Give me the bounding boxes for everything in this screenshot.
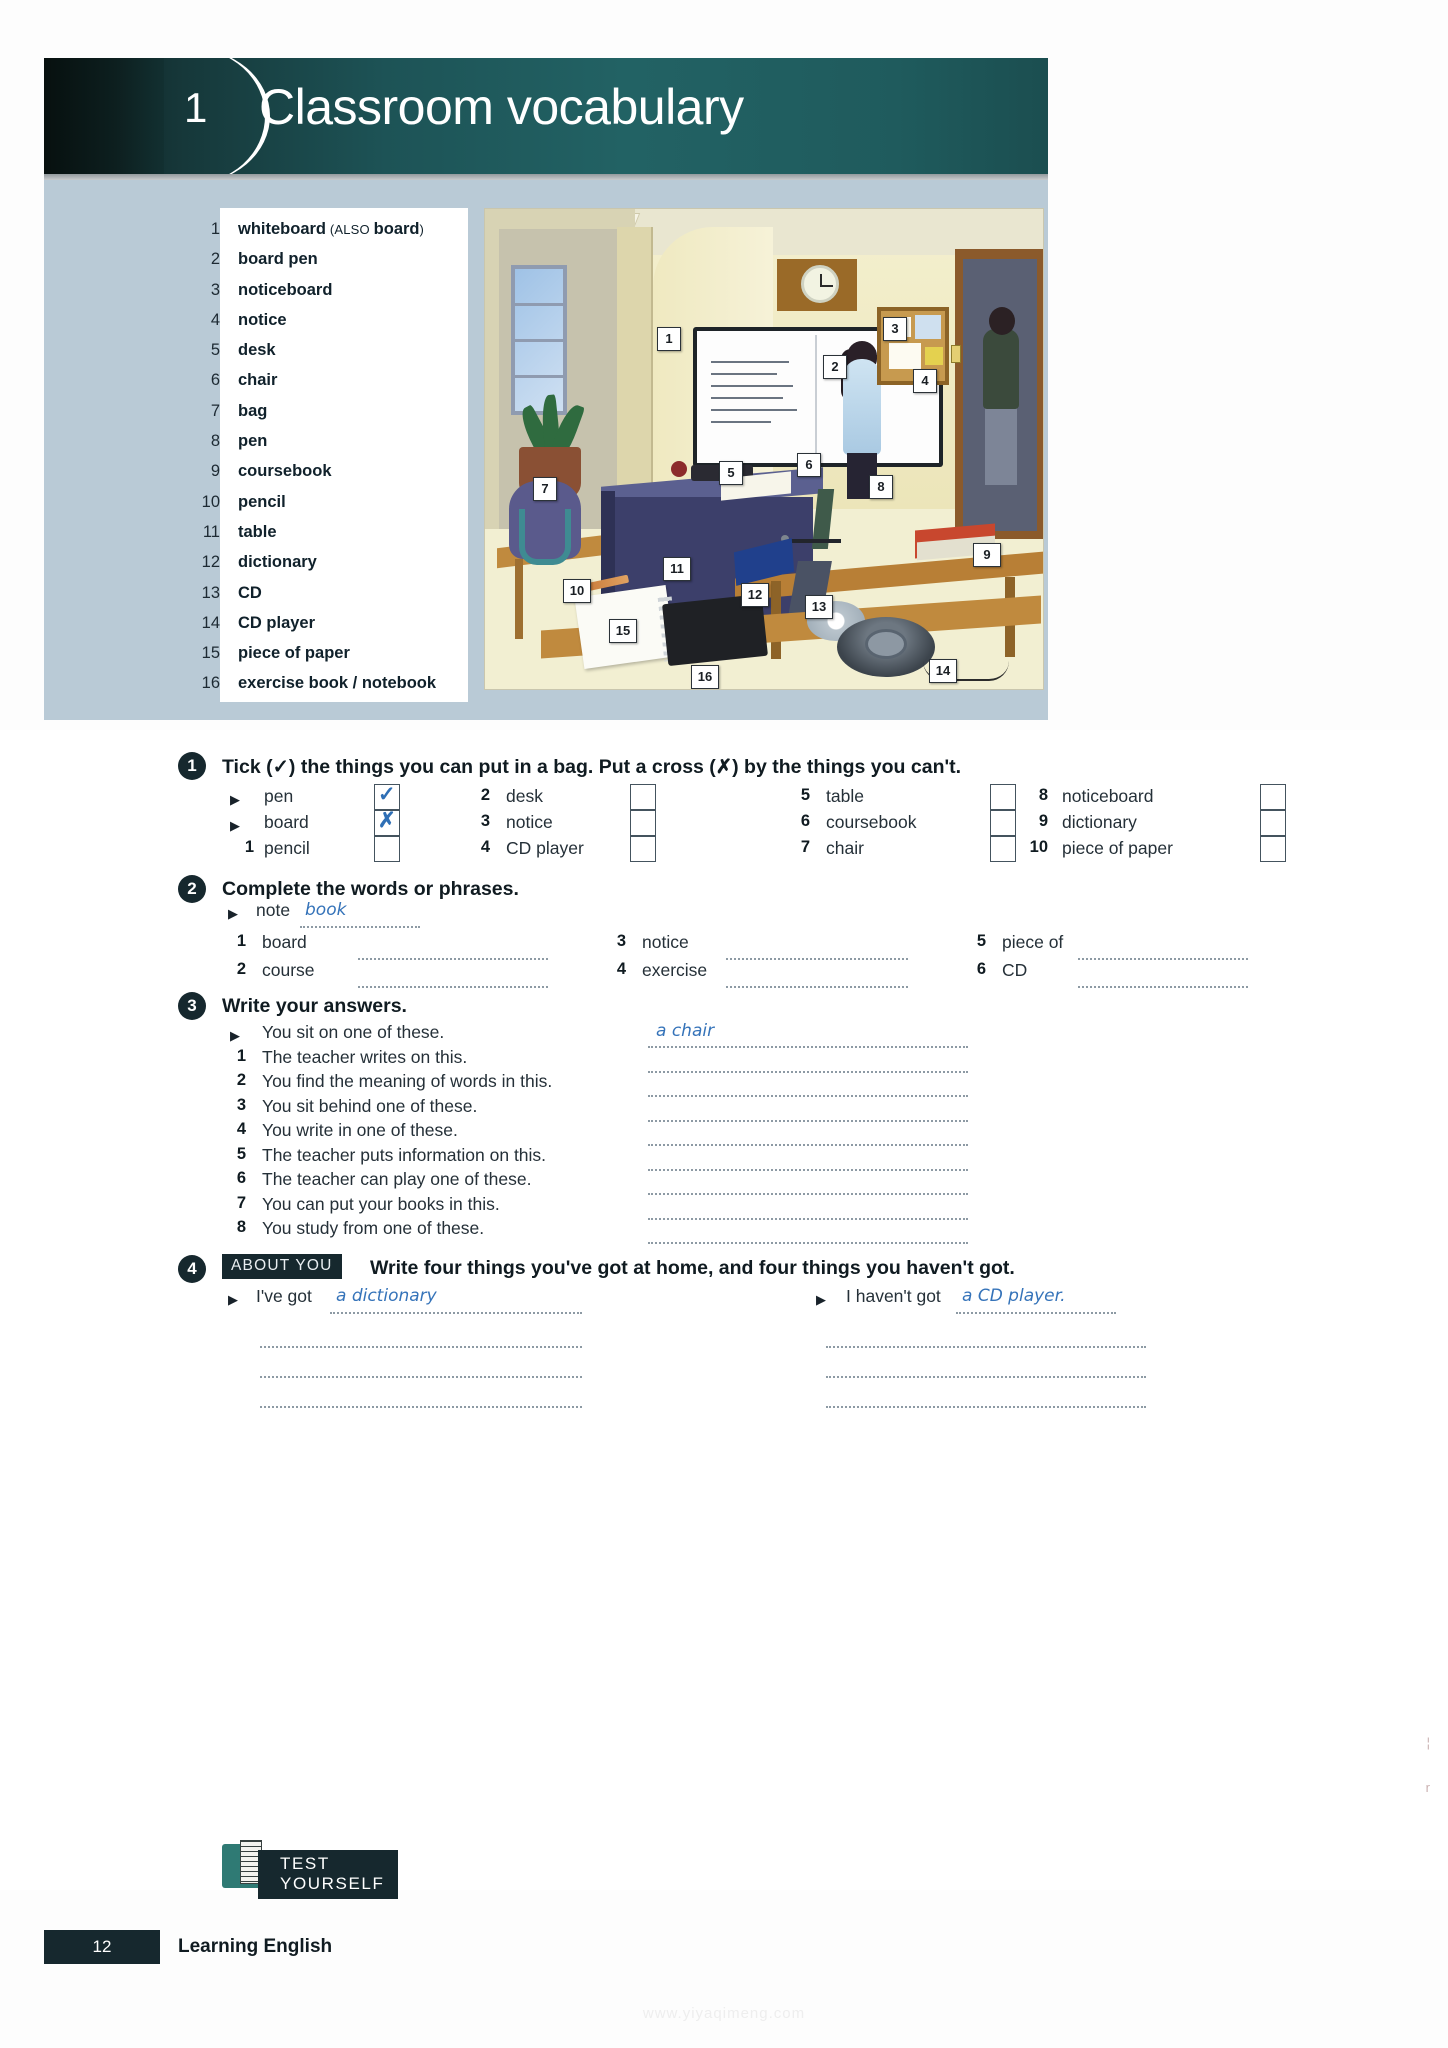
wall-clock — [801, 265, 839, 303]
item-number: 6 — [976, 960, 986, 978]
exercise-area — [0, 730, 1448, 1890]
vocabulary-item-number: 4 — [210, 310, 220, 329]
callout-13: 13 — [805, 595, 833, 619]
answer-line[interactable] — [956, 1312, 1116, 1314]
classroom-illustration — [484, 208, 1044, 690]
vocabulary-item-word: CD — [238, 583, 262, 602]
cross-icon: ✗ — [378, 809, 396, 832]
tick-checkbox[interactable] — [374, 810, 400, 836]
callout-9: 9 — [973, 543, 1001, 567]
question-number: 8 — [236, 1218, 246, 1236]
answer-line[interactable] — [826, 1346, 1146, 1348]
question-number: 1 — [236, 1046, 246, 1065]
option-number: 3 — [480, 812, 490, 830]
vocabulary-item-number: 15 — [201, 644, 220, 663]
vocabulary-item-word: board pen — [238, 250, 318, 269]
item-number: 1 — [236, 932, 246, 950]
vocabulary-item-number: 13 — [201, 583, 220, 602]
teacher-body — [843, 359, 881, 455]
student-body — [983, 329, 1019, 409]
answer-line[interactable] — [648, 1242, 968, 1244]
banner-dark-gradient — [44, 58, 164, 174]
vocabulary-panel — [44, 180, 1048, 720]
question-number: 3 — [236, 1095, 246, 1114]
option-number: 8 — [1038, 786, 1048, 804]
callout-16: 16 — [691, 665, 719, 689]
option-label: dictionary — [1062, 812, 1137, 832]
answer-line[interactable] — [726, 958, 908, 960]
option-label: desk — [506, 786, 543, 806]
item-number: 2 — [236, 960, 246, 978]
vocabulary-item-number: 10 — [201, 492, 220, 511]
answer-line[interactable] — [260, 1346, 582, 1348]
option-number: 9 — [1038, 812, 1048, 830]
vocabulary-item-word: desk — [238, 341, 276, 360]
option-label: piece of paper — [1062, 838, 1173, 858]
exercise-1-number: 1 — [178, 752, 206, 780]
vocabulary-item-number: 7 — [210, 401, 220, 420]
callout-15: 15 — [609, 619, 637, 643]
door-handle-plate — [951, 345, 961, 363]
example-bullet-icon: ▶ — [228, 906, 238, 921]
callout-2: 2 — [823, 355, 847, 379]
option-number: 2 — [480, 786, 490, 804]
tick-checkbox[interactable] — [630, 810, 656, 836]
option-number: 10 — [1029, 838, 1048, 856]
tick-checkbox[interactable] — [1260, 836, 1286, 862]
question-text: The teacher writes on this. — [262, 1046, 468, 1067]
item-number: 3 — [616, 932, 626, 950]
word-stem: CD — [1002, 960, 1028, 980]
question-number: 4 — [236, 1120, 246, 1138]
answer-line[interactable] — [648, 1095, 968, 1097]
option-label: CD player — [506, 838, 584, 858]
vocabulary-item-number: 5 — [210, 341, 220, 360]
vocabulary-item-number: 14 — [201, 613, 220, 632]
tick-checkbox[interactable] — [374, 836, 400, 862]
callout-11: 11 — [663, 557, 691, 581]
answer-line[interactable] — [648, 1071, 968, 1073]
question-text: You can put your books in this. — [262, 1193, 500, 1214]
word-stem: piece of — [1002, 932, 1064, 952]
question-text: You study from one of these. — [262, 1218, 485, 1238]
window — [511, 265, 567, 415]
answer-line[interactable] — [648, 1218, 968, 1220]
vocabulary-item-word: chair — [238, 371, 278, 390]
notebook-icon — [222, 1844, 262, 1888]
exercise-2-example-stem: note — [256, 900, 291, 920]
word-stem: board — [262, 932, 307, 952]
exercise-1-instruction: Tick (✓) the things you can put in a bag. Put a cross (✗) by the things you can't. — [222, 756, 962, 778]
vocabulary-item-word: CD player — [238, 613, 316, 632]
answer-line[interactable] — [1078, 958, 1248, 960]
option-number: 5 — [800, 786, 810, 804]
tick-icon: ✓ — [378, 783, 396, 806]
clock-board — [777, 259, 857, 311]
notice — [915, 315, 941, 339]
vocabulary-item-number: 8 — [210, 432, 220, 451]
test-yourself-label: TEST YOURSELF — [258, 1850, 398, 1899]
footer-section-label: Learning English — [178, 1936, 333, 1957]
exercise-4-left-answer: a dictionary — [336, 1286, 437, 1306]
question-number: 7 — [236, 1193, 246, 1212]
pen-on-table — [785, 539, 841, 543]
example-bullet-icon: ▶ — [230, 1028, 240, 1043]
tick-checkbox[interactable] — [990, 836, 1016, 862]
tick-checkbox[interactable] — [1260, 784, 1286, 810]
vocabulary-item-number: 3 — [210, 280, 220, 299]
vocabulary-item-number: 6 — [210, 371, 220, 390]
question-number: 2 — [236, 1071, 246, 1089]
answer-line[interactable] — [648, 1046, 968, 1048]
answer-line[interactable] — [726, 986, 908, 988]
watermark: www.yiyaqimeng.com — [642, 2005, 806, 2022]
vocabulary-item-number: 16 — [201, 674, 220, 693]
answer-line[interactable] — [358, 986, 548, 988]
option-number: 7 — [800, 838, 810, 856]
exercise-3-instruction: Write your answers. — [222, 995, 407, 1017]
page-edge-mark: r — [1425, 1780, 1430, 1795]
vocabulary-item-word: exercise book / notebook — [238, 674, 437, 693]
unit-header-banner — [44, 58, 1048, 174]
word-stem: course — [262, 960, 315, 980]
vocabulary-item-word: bag — [238, 401, 268, 420]
about-you-badge: ABOUT YOU — [222, 1254, 342, 1279]
exercise-4-right-answer: a CD player. — [962, 1286, 1066, 1306]
unit-number: 1 — [184, 84, 208, 131]
answer-line[interactable] — [260, 1376, 582, 1378]
question-text: You find the meaning of words in this. — [262, 1071, 553, 1091]
callout-4: 4 — [913, 369, 937, 393]
question-text: You sit on one of these. — [262, 1022, 445, 1042]
exercise-4-instruction: Write four things you've got at home, and four things you haven't got. — [370, 1257, 1015, 1279]
tick-checkbox[interactable] — [990, 810, 1016, 836]
cd-player — [837, 617, 935, 677]
answer-line[interactable] — [826, 1376, 1146, 1378]
tick-checkbox[interactable] — [630, 784, 656, 810]
vocabulary-item-word: pencil — [238, 492, 286, 511]
answer-line[interactable] — [648, 1120, 968, 1122]
option-label: chair — [826, 838, 864, 858]
page-number-box: 12 — [44, 1930, 160, 1964]
answer-line[interactable] — [260, 1406, 582, 1408]
question-text: You write in one of these. — [262, 1120, 458, 1140]
vocabulary-item-word: piece of paper — [238, 644, 350, 663]
vocabulary-item-number: 1 — [210, 220, 220, 238]
student-legs — [985, 407, 1017, 485]
vocabulary-item-word: pen — [238, 432, 268, 451]
option-number: 6 — [800, 812, 810, 830]
question-text: The teacher puts information on this. — [262, 1144, 547, 1165]
example-bullet-icon: ▶ — [230, 792, 240, 807]
answer-line[interactable] — [648, 1169, 968, 1171]
answer-line[interactable] — [1078, 986, 1248, 988]
callout-10: 10 — [563, 579, 591, 603]
written-answer: a chair — [656, 1021, 715, 1041]
exercise-2-instruction: Complete the words or phrases. — [222, 878, 519, 900]
item-number: 5 — [976, 932, 986, 950]
callout-7: 7 — [533, 477, 557, 501]
vocabulary-item-word: dictionary — [238, 553, 317, 572]
callout-12: 12 — [741, 583, 769, 607]
apple — [671, 461, 687, 477]
vocabulary-item-word: notice — [238, 310, 287, 329]
page-title: Classroom vocabulary — [259, 79, 744, 135]
option-number: 1 — [244, 838, 254, 856]
answer-line[interactable] — [826, 1406, 1146, 1408]
exercise-4-number: 4 — [178, 1255, 206, 1283]
question-text: You sit behind one of these. — [262, 1095, 478, 1116]
answer-line[interactable] — [648, 1193, 968, 1195]
bag-strap — [519, 509, 571, 565]
callout-1: 1 — [657, 327, 681, 351]
question-number: 6 — [236, 1169, 246, 1187]
vocabulary-item-word: table — [238, 522, 277, 541]
item-number: 4 — [616, 960, 626, 978]
answer-line[interactable] — [648, 1144, 968, 1146]
callout-8: 8 — [869, 475, 893, 499]
notice — [889, 343, 921, 369]
side-desk-leg — [515, 559, 523, 639]
tick-checkbox[interactable] — [630, 836, 656, 862]
option-label: board — [264, 812, 309, 832]
tick-checkbox[interactable] — [990, 784, 1016, 810]
callout-5: 5 — [719, 461, 743, 485]
vocabulary-item-number: 2 — [210, 250, 220, 269]
cd-player-lid — [865, 629, 907, 659]
callout-6: 6 — [797, 453, 821, 477]
exercise-4-right-prompt: I haven't got — [846, 1286, 941, 1306]
option-label: table — [826, 786, 864, 806]
exercise-4-right-bullet-icon: ▶ — [816, 1292, 826, 1307]
vocabulary-item-number: 11 — [202, 522, 220, 541]
callout-3: 3 — [883, 317, 907, 341]
option-label: pen — [264, 786, 294, 806]
option-label: notice — [506, 812, 553, 832]
exercise-3-number: 3 — [178, 992, 206, 1020]
answer-line[interactable] — [330, 1312, 582, 1314]
option-label: pencil — [264, 838, 310, 858]
tick-checkbox[interactable] — [374, 784, 400, 810]
tick-checkbox[interactable] — [1260, 810, 1286, 836]
option-label: noticeboard — [1062, 786, 1154, 806]
word-stem: notice — [642, 932, 689, 952]
vocabulary-item-number: 9 — [210, 462, 220, 481]
vocabulary-item-word: noticeboard — [238, 280, 333, 299]
question-number: 5 — [236, 1144, 246, 1163]
option-number: 4 — [480, 838, 490, 856]
question-text: The teacher can play one of these. — [262, 1169, 532, 1189]
exercise-4-left-prompt: I've got — [256, 1286, 312, 1306]
exercise-4-left-bullet-icon: ▶ — [228, 1292, 238, 1307]
student-head — [989, 307, 1015, 335]
vocabulary-item-word: whiteboard (ALSO board) — [238, 220, 425, 238]
exercise-2-number: 2 — [178, 875, 206, 903]
page-edge-mark: ¦ — [1426, 1735, 1430, 1750]
answer-line[interactable] — [300, 926, 420, 928]
notice — [925, 347, 943, 365]
example-bullet-icon: ▶ — [230, 818, 240, 833]
vocabulary-item-word: coursebook — [238, 462, 332, 481]
word-stem: exercise — [642, 960, 708, 980]
exercise-2-example-answer: book — [305, 900, 347, 920]
vocabulary-item-number: 12 — [201, 553, 220, 572]
option-label: coursebook — [826, 812, 917, 832]
callout-14: 14 — [929, 659, 957, 683]
answer-line[interactable] — [358, 958, 548, 960]
